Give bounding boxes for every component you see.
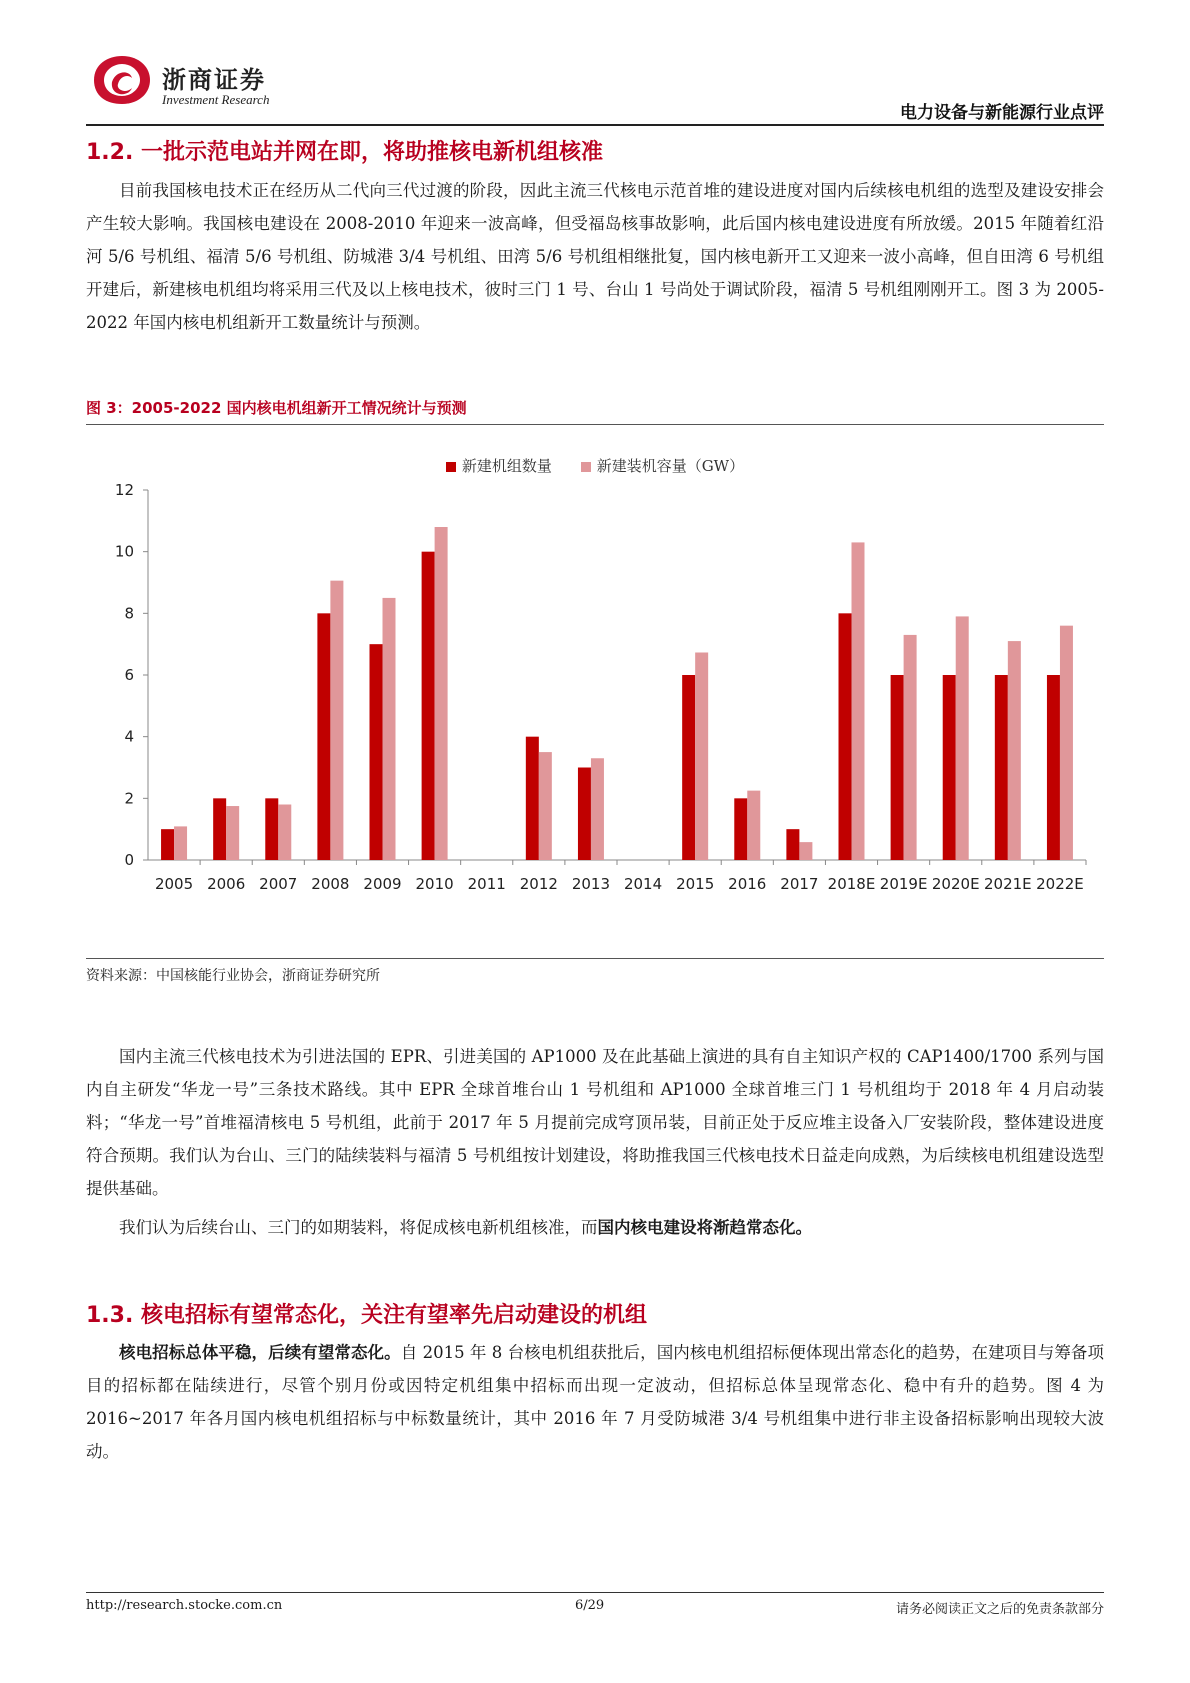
section-heading-1-3: 1.3. 核电招标有望常态化，关注有望率先启动建设的机组: [86, 1303, 647, 1328]
x-tick-label: 2009: [363, 875, 402, 893]
y-tick-label: 6: [124, 666, 134, 684]
y-tick-label: 0: [124, 851, 134, 869]
bar-capacity: [435, 527, 448, 860]
x-tick-label: 2022E: [1036, 875, 1084, 893]
bar-units: [943, 675, 956, 860]
body-after-chart: [86, 1040, 1104, 1244]
y-tick-label: 4: [124, 727, 134, 746]
bar-capacity: [956, 616, 969, 860]
legend-label-capacity: 新建装机容量（GW）: [596, 457, 745, 475]
x-tick-label: 2021E: [984, 875, 1032, 893]
bar-capacity: [278, 805, 291, 861]
x-tick-label: 2008: [311, 875, 350, 893]
bar-units: [578, 768, 591, 861]
bar-units: [422, 552, 435, 860]
bar-capacity: [852, 542, 865, 860]
figure-divider-bottom: [86, 958, 1104, 959]
legend-label-units: 新建机组数量: [461, 457, 552, 475]
x-tick-label: 2015: [676, 875, 715, 893]
bar-units: [370, 644, 383, 860]
bar-units: [839, 613, 852, 860]
x-tick-label: 2013: [571, 875, 611, 893]
bar-capacity: [904, 635, 917, 860]
paragraph: [86, 1336, 1104, 1468]
page-number: 6/29: [575, 1598, 605, 1613]
x-tick-label: 2017: [780, 875, 819, 893]
bar-units: [891, 675, 904, 860]
bar-capacity: [799, 842, 812, 860]
bar-capacity: [1008, 641, 1021, 860]
x-tick-label: 2006: [207, 875, 246, 893]
figure-divider-top: [86, 424, 1104, 425]
paragraph-text: 我们认为后续台山、三门的如期装料，将促成核电新机组核准，而: [119, 1218, 598, 1237]
figure-title: 图 3：2005-2022 国内核电机组新开工情况统计与预测: [86, 399, 467, 417]
x-tick-label: 2018E: [827, 875, 876, 893]
bar-units: [786, 829, 799, 860]
brand-logo-icon: [86, 52, 156, 108]
paragraph: [86, 1211, 1104, 1244]
x-tick-label: 2010: [415, 875, 454, 893]
brand-name-cn: 浙商证券: [162, 66, 266, 94]
legend-swatch-units: [446, 462, 456, 472]
footer-disclaimer: 请务必阅读正文之后的免责条款部分: [895, 1602, 1104, 1617]
legend-swatch-capacity: [581, 462, 591, 472]
bar-capacity: [174, 826, 187, 860]
section-1-3-body: [86, 1336, 1104, 1468]
x-tick-label: 2005: [154, 875, 194, 893]
bar-capacity: [226, 806, 239, 860]
x-tick-label: 2011: [467, 875, 506, 893]
paragraph-text: 自 2015 年 8 台核电机组获批后，国内核电机组招标便体现出常态化的趋势，在建项目与筹备项目的招标都在陆续进行，尽管个别月份或因特定机组集中招标而出现一定波动，但招标总体呈现常态化、稳中有升的趋势。图 4 为 2016~2017 年各月国内核电机组招标与中标数量统计，其中 2016 年 7 月受防城港 3/4 号机组集中进行非主设备招标影响出现较大波动。: [86, 1343, 1105, 1461]
y-tick-label: 8: [124, 604, 134, 623]
bar-units: [526, 737, 539, 860]
x-tick-label: 2020E: [931, 875, 980, 893]
bar-capacity: [383, 598, 396, 860]
footer-divider: [86, 1592, 1104, 1593]
bar-units: [265, 798, 278, 860]
figure-source: 资料来源：中国核能行业协会，浙商证券研究所: [86, 968, 380, 984]
bar-capacity: [330, 581, 343, 860]
x-tick-label: 2012: [519, 875, 558, 893]
paragraph: 国内主流三代核电技术为引进法国的 EPR、引进美国的 AP1000 及在此基础上演进的具有自主知识产权的 CAP1400/1700 系列与国内自主研发“华龙一号”三条技术路线。其中 EPR 全球首堆台山 1 号机组和 AP1000 全球首堆三门 1 号机组均于 2018 年 4 月启动装料；“华龙一号”首堆福清核电 5 号机组，此前于 2017 年 5 月提前完成穹顶吊装，目前正处于反应堆主设备入厂安装阶段，整体建设进度符合预期。我们认为台山、三门的陆续装料与福清 5 号机组按计划建设，将助推我国三代核电技术日益走向成熟，为后续核电机组建设选型提供基础。: [86, 1047, 1104, 1198]
bar-units: [734, 798, 747, 860]
bar-capacity: [695, 652, 708, 860]
bar-units: [995, 675, 1008, 860]
bar-units: [682, 675, 695, 860]
x-tick-label: 2019E: [879, 875, 928, 893]
bar-units: [317, 613, 330, 860]
footer-url[interactable]: http://research.stocke.com.cn: [86, 1598, 283, 1613]
paragraph-emphasis: 核电招标总体平稳，后续有望常态化。: [119, 1343, 401, 1362]
x-tick-label: 2016: [728, 875, 767, 893]
legend-item-units: [446, 455, 552, 476]
bar-units: [213, 798, 226, 860]
section-heading-1-2: 1.2. 一批示范电站并网在即，将助推核电新机组核准: [86, 140, 603, 165]
bar-capacity: [1060, 626, 1073, 860]
bar-units: [1047, 675, 1060, 860]
bar-capacity: [591, 758, 604, 860]
header-divider: [86, 124, 1104, 126]
x-tick-label: 2014: [623, 875, 663, 893]
legend-item-capacity: [581, 455, 744, 476]
chart-legend: [0, 455, 1190, 476]
brand-name-en: Investment Research: [162, 92, 270, 107]
bar-units: [161, 829, 174, 860]
bar-capacity: [747, 791, 760, 860]
y-tick-label: 12: [114, 481, 134, 499]
paragraph-emphasis: 国内核电建设将渐趋常态化。: [597, 1218, 812, 1237]
bar-chart: [86, 480, 1104, 950]
section-1-2-body: [86, 174, 1104, 339]
y-tick-label: 2: [124, 789, 134, 808]
x-tick-label: 2007: [259, 875, 298, 893]
paragraph: 目前我国核电技术正在经历从二代向三代过渡的阶段，因此主流三代核电示范首堆的建设进度对国内后续核电机组的选型及建设安排会产生较大影响。我国核电建设在 2008-2010 年迎来一波高峰，但受福岛核事故影响，此后国内核电建设进度有所放缓。2015 年随着红沿河 5/6 号机组、福清 5/6 号机组、防城港 3/4 号机组、田湾 5/6 号机组相继批复，国内核电新开工又迎来一波小高峰，但自田湾 6 号机组开建后，新建核电机组均将采用三代及以上核电技术，彼时三门 1 号、台山 1 号尚处于调试阶段，福清 5 号机组刚刚开工。图 3 为 2005-2022 年国内核电机组新开工数量统计与预测。: [86, 181, 1104, 332]
y-tick-label: 10: [114, 542, 134, 561]
bar-capacity: [539, 752, 552, 860]
report-type: 电力设备与新能源行业点评: [900, 103, 1104, 123]
